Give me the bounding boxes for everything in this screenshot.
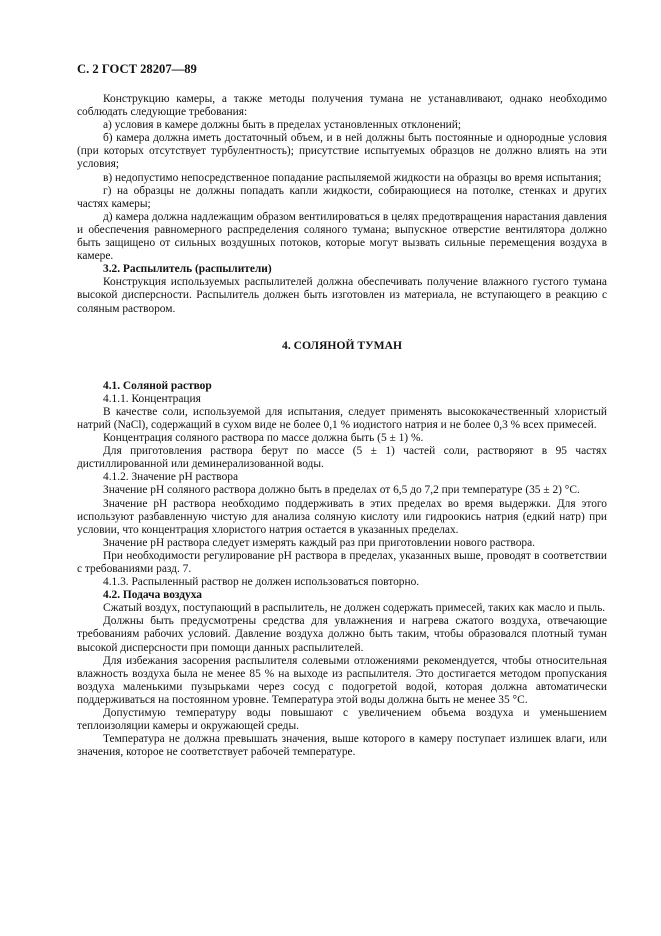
paragraph-compressed-air: Сжатый воздух, поступающий в распылитель, не должен содержать примесей, таких как масло и пыль. <box>103 602 606 615</box>
paragraph-ph-maintain: Значение рН раствора необходимо поддерживать в этих пределах во время выдержки. Для этого используют разбавленную чистую для анализа соляную кислоту или гидроокись натрия (едкий натр) при условии, что концентрация хлористого натрия остается в указанных пределах. <box>77 497 607 536</box>
paragraph-ph-regulate: При необходимости регулирование рН раствора в пределах, указанных выше, проводят в соответствии с требованиями разд. 7. <box>77 549 607 575</box>
list-item-d: д) камера должна надлежащим образом вентилироваться в целях предотвращения нарастания давления и обеспечения равномерного распределения соляного тумана; выпускное отверстие вентилятора должно быть защищено от сильных воздушных потоков, которые могут вызвать сильные перемещения воздуха в камере. <box>77 210 607 263</box>
list-item-v: в) недопустимо непосредственное попадание распыляемой жидкости на образцы во время испытания; <box>103 171 602 184</box>
paragraph-ph-measure: Значение рН раствора следует измерять каждый раз при приготовлении нового раствора. <box>103 536 536 549</box>
paragraph-concentration: Концентрация соляного раствора по массе должна быть (5 ± 1) %. <box>103 432 424 445</box>
paragraph-salt: В качестве соли, используемой для испытания, следует применять высококачественный хлористый натрий (NaCl), содержащий в сухом виде не более 0,1 % иодистого натрия и не более 0,3 % всех примесей. <box>77 405 607 431</box>
list-item-a: а) условия в камере должны быть в пределах установленных отклонений; <box>103 119 462 132</box>
heading-4-2: 4.2. Подача воздуха <box>103 589 202 602</box>
heading-4-1: 4.1. Соляной раствор <box>103 379 212 392</box>
page-header: С. 2 ГОСТ 28207—89 <box>77 62 197 76</box>
paragraph-humidity: Для избежания засорения распылителя солевыми отложениями рекомендуется, чтобы относительная влажность воздуха была не менее 85 % на выходе из распылителя. Это достигается методом пропускания воздуха маленькими пузырьками через сосуд с подогретой водой, которая должна автоматически поддерживаться на постоянном уровне. Температура этой воды должна быть не менее 35 °С. <box>77 654 607 706</box>
document-body <box>77 93 607 759</box>
paragraph-preparation: Для приготовления раствора берут по массе (5 ± 1) частей соли, растворяют в 95 частях дистиллированной или деминерализованной воды. <box>77 445 607 471</box>
list-item-g: г) на образцы не должны попадать капли жидкости, собирающиеся на потолке, стенках и других частях камеры; <box>77 184 607 210</box>
paragraph-water-temp: Допустимую температуру воды повышают с увеличением объема воздуха и уменьшением теплоизоляции камеры и окружающей среды. <box>77 707 607 733</box>
heading-3-2: 3.2. Распылитель (распылители) <box>103 263 272 276</box>
list-item-b: б) камера должна иметь достаточный объем, и в ней должны быть постоянные и однородные условия (при которых отсутствует турбулентность); присутствие испытуемых образцов не должно влиять на эти условия; <box>77 132 607 171</box>
paragraph-sprayer: Конструкция используемых распылителей должна обеспечивать получение влажного густого тумана высокой дисперсности. Распылитель должен быть изготовлен из материала, не вступающего в реакцию с соляным раствором. <box>77 276 607 315</box>
paragraph-temp-limit: Температура не должна превышать значения, выше которого в камеру поступает излишек влаги, или значения, которое не соответствует рабочей температуре. <box>77 733 607 759</box>
paragraph-ph-range: Значение рН соляного раствора должно быть в пределах от 6,5 до 7,2 при температуре (35 ± 2) °С. <box>103 484 580 497</box>
paragraph-camera-intro: Конструкцию камеры, а также методы получения тумана не устанавливают, однако необходимо соблюдать следующие требования: <box>77 93 607 119</box>
section-title-4: 4. СОЛЯНОЙ ТУМАН <box>282 338 402 352</box>
heading-4-1-2: 4.1.2. Значение рН раствора <box>103 471 239 484</box>
heading-4-1-1: 4.1.1. Концентрация <box>103 392 201 405</box>
paragraph-4-1-3: 4.1.3. Распыленный раствор не должен использоваться повторно. <box>103 576 420 589</box>
paragraph-humidification: Должны быть предусмотрены средства для увлажнения и нагрева сжатого воздуха, отвечающие требованиям рабочих условий. Давление воздуха должно быть таким, чтобы образовался плотный туман высокой дисперсности при помощи данных распылителей. <box>77 615 607 654</box>
